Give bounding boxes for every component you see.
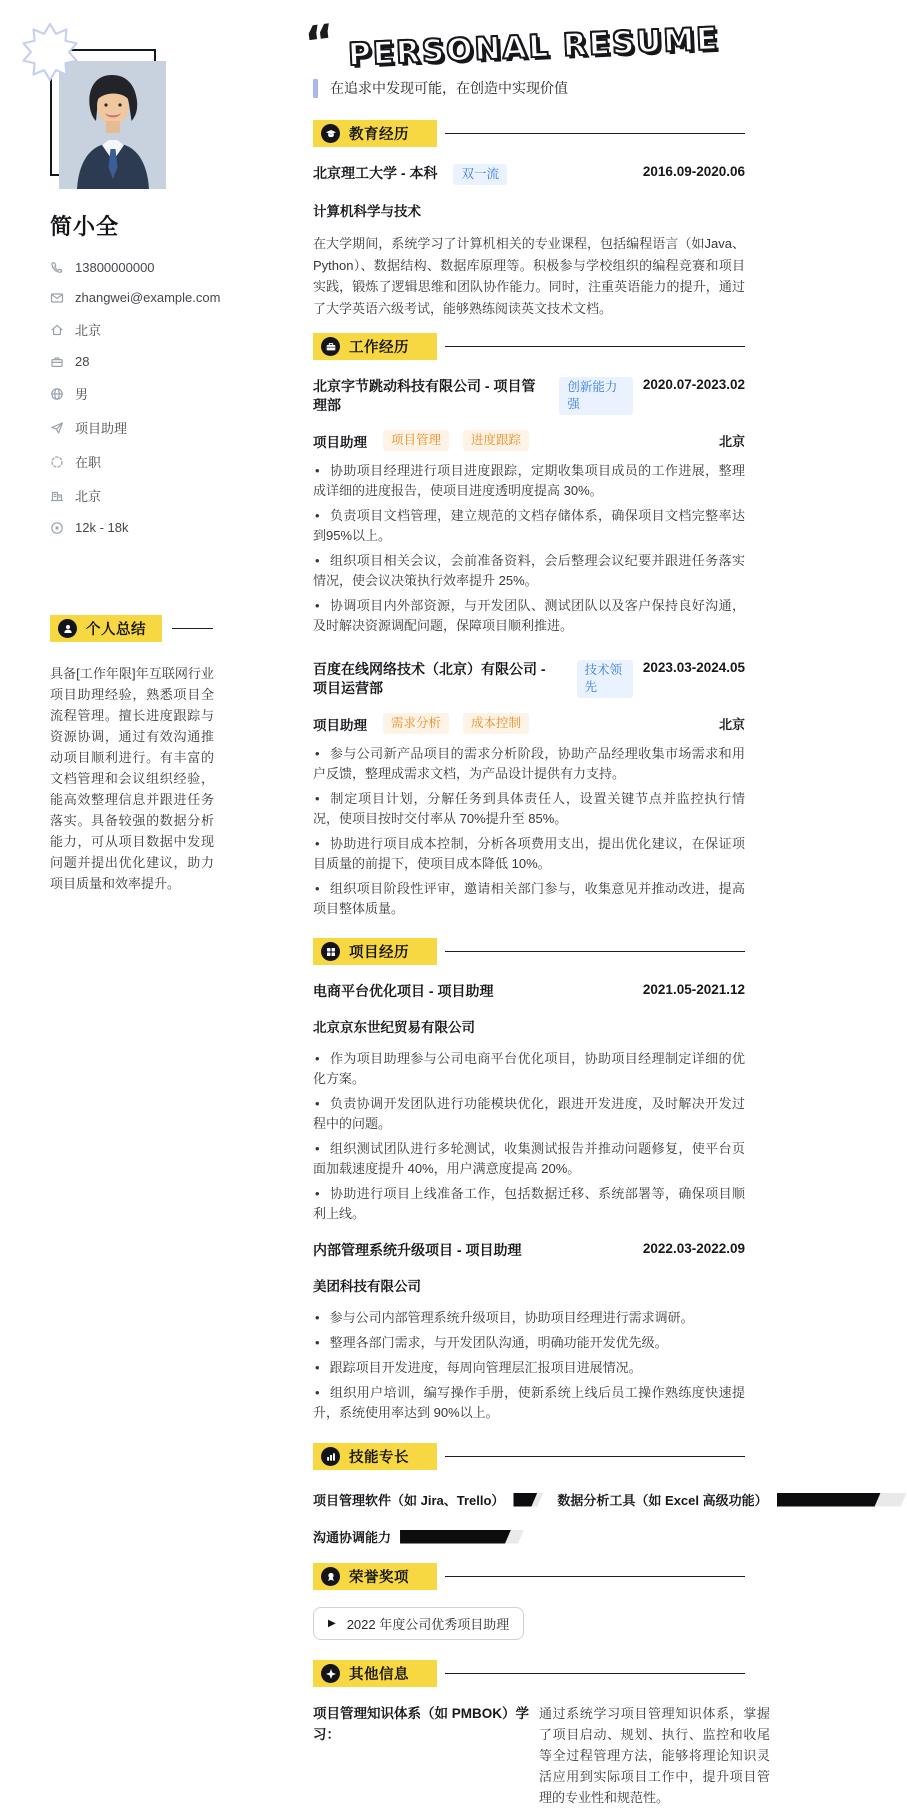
grid-icon — [321, 942, 340, 961]
company-tag: 创新能力强 — [559, 377, 633, 415]
skill-item — [557, 1490, 906, 1509]
honors-section-header — [313, 1563, 745, 1590]
graduation-cap-icon — [321, 124, 340, 143]
email-icon — [50, 291, 64, 305]
role-tag: 进度跟踪 — [463, 430, 529, 451]
skill-bar — [513, 1493, 543, 1507]
contact-value: 项目助理 — [75, 421, 128, 436]
salary-icon — [50, 521, 64, 535]
skills-row — [313, 1527, 745, 1546]
major-name: 计算机科学与技术 — [313, 204, 421, 219]
project-date: 2021.05-2021.12 — [642, 982, 745, 997]
contact-value: 12k - 18k — [75, 520, 129, 535]
main-column — [301, 13, 770, 1808]
job-intention-icon — [50, 421, 64, 435]
bullet-item: • 组织项目阶段性评审，邀请相关部门参与，收集意见并推动改进，提高项目整体质量。 — [313, 881, 745, 916]
starburst-decoration-icon — [20, 22, 80, 82]
role-tag: 项目管理 — [383, 430, 449, 451]
honor-item[interactable] — [313, 1607, 524, 1640]
gender-icon — [50, 387, 64, 401]
section-title: 其他信息 — [349, 1667, 409, 1683]
contact-value: 28 — [75, 354, 90, 369]
contact-job-intention — [50, 418, 255, 437]
job-date: 2020.07-2023.02 — [642, 377, 745, 392]
photo-block — [50, 0, 255, 190]
contact-value: 男 — [75, 387, 89, 402]
bullet-item: • 跟踪项目开发进度，每周向管理层汇报项目进展情况。 — [315, 1360, 642, 1375]
other-info-row — [313, 1703, 770, 1808]
contact-location — [50, 320, 255, 339]
role-tag: 需求分析 — [383, 713, 449, 734]
bullet-item: • 整理各部门需求，与开发团队沟通，明确功能开发优先级。 — [315, 1335, 668, 1350]
bullet-item: • 组织项目相关会议，会前准备资料，会后整理会议纪要并跟进任务落实情况，使会议决策执行效率提升 25%。 — [313, 553, 745, 588]
role-tag: 成本控制 — [463, 713, 529, 734]
company-tag: 技术领先 — [577, 660, 633, 698]
skill-name: 项目管理软件（如 Jira、Trello） — [313, 1493, 505, 1508]
projects-section — [313, 938, 745, 1423]
bullet-item: • 参与公司内部管理系统升级项目，协助项目经理进行需求调研。 — [315, 1310, 694, 1325]
skill-item — [313, 1490, 543, 1509]
home-icon — [50, 323, 64, 337]
bullet-item: • 负责项目文档管理，建立规范的文档存储体系，确保项目文档完整率达到95%以上。 — [313, 508, 745, 543]
other-section — [313, 1660, 770, 1808]
page-title — [301, 13, 745, 74]
bullet-item: • 负责协调开发团队进行功能模块优化，跟进开发进度，及时解决开发过程中的问题。 — [313, 1096, 745, 1131]
project-bullets — [313, 1308, 745, 1423]
other-info-text: 通过系统学习项目管理知识体系，掌握了项目启动、规划、执行、监控和收尾等全过程管理方法，能够将理论知识灵活应用到实际项目工作中，提升项目管理的专业性和规范性。 — [539, 1706, 770, 1805]
section-title: 荣誉奖项 — [349, 1570, 409, 1586]
tagline-bar — [313, 79, 318, 98]
bullet-item: • 组织用户培训，编写操作手册，使新系统上线后员工操作熟练度快速提升，系统使用率达到 90%以上。 — [313, 1385, 745, 1420]
section-title: 工作经历 — [349, 340, 409, 356]
tagline-text: 在追求中发现可能，在创造中实现价值 — [330, 80, 568, 96]
bullet-item: • 组织测试团队进行多轮测试，收集测试报告并推动问题修复，使平台页面加载速度提升 40%，用户满意度提高 20%。 — [313, 1141, 745, 1176]
contact-salary — [50, 520, 255, 535]
section-title: 教育经历 — [349, 127, 409, 143]
school-tag: 双一流 — [453, 164, 507, 185]
bullet-item: • 协助进行项目上线准备工作，包括数据迁移、系统部署等，确保项目顺利上线。 — [313, 1186, 745, 1221]
contact-value: 北京 — [75, 489, 102, 504]
contact-age — [50, 354, 255, 369]
tagline — [313, 78, 745, 98]
project-bullets — [313, 1049, 745, 1224]
company-name: 北京字节跳动科技有限公司 - 项目管理部 — [313, 378, 536, 413]
honors-section — [313, 1563, 745, 1640]
honor-text: 2022 年度公司优秀项目助理 — [346, 1617, 510, 1632]
job-entry — [313, 377, 745, 636]
contact-value: 13800000000 — [75, 260, 155, 275]
contact-list — [50, 260, 255, 535]
bullet-item: • 制定项目计划，分解任务到具体责任人，设置关键节点并监控执行情况，使项目按时交付率从 70%提升至 85%。 — [313, 791, 745, 826]
company-name: 百度在线网络技术（北京）有限公司 - 项目运营部 — [313, 661, 546, 696]
bar-chart-icon — [321, 1447, 340, 1466]
job-location: 北京 — [718, 717, 745, 732]
job-entry — [313, 660, 745, 919]
age-icon — [50, 355, 64, 369]
contact-phone — [50, 260, 255, 275]
skills-section — [313, 1443, 768, 1546]
projects-section-header — [313, 938, 745, 965]
skill-name: 沟通协调能力 — [313, 1530, 392, 1545]
quote-mark: “ — [301, 13, 339, 71]
job-bullets — [313, 744, 745, 919]
person-icon — [58, 619, 77, 638]
briefcase-icon — [321, 337, 340, 356]
summary-section-header — [50, 615, 213, 642]
education-section-header — [313, 120, 745, 147]
contact-city — [50, 486, 255, 505]
education-description: 在大学期间，系统学习了计算机相关的专业课程，包括编程语言（如Java、Python）、数据结构、数据库原理等。积极参与学校组织的编程竞赛和项目实践，锻炼了逻辑思维和团队协作能力。同时，注重英语能力的提升，通过了大学英语六级考试，能够熟练阅读英文技术文档。 — [313, 236, 745, 316]
summary-text: 具备[工作年限]年互联网行业项目助理经验，熟悉项目全流程管理。擅长进度跟踪与资源协调，通过有效沟通推动项目顺利进行。有丰富的文档管理和会议组织经验，能高效整理信息并跟进任务落实。具备较强的数据分析能力，可从项目数据中发现问题并提出优化建议，助力项目质量和效率提升。 — [50, 666, 214, 891]
work-section-header — [313, 333, 745, 360]
skill-item — [313, 1527, 524, 1546]
school-name: 北京理工大学 - 本科 — [313, 165, 438, 181]
skills-row — [313, 1490, 768, 1509]
job-bullets — [313, 461, 745, 636]
section-title: 项目经历 — [349, 945, 409, 961]
skill-bar — [777, 1493, 907, 1507]
project-company: 美团科技有限公司 — [313, 1279, 421, 1294]
job-date: 2023.03-2024.05 — [642, 660, 745, 675]
triangle-marker-icon: ▶ — [328, 1617, 336, 1629]
job-location: 北京 — [718, 434, 745, 449]
status-icon — [50, 455, 64, 469]
work-section — [313, 333, 745, 919]
contact-status — [50, 452, 255, 471]
medal-icon — [321, 1567, 340, 1586]
project-title: 电商平台优化项目 - 项目助理 — [313, 983, 494, 999]
person-name: 简小全 — [50, 214, 120, 239]
job-role: 项目助理 — [313, 434, 367, 450]
bullet-item: • 参与公司新产品项目的需求分析阶段，协助产品经理收集市场需求和用户反馈，整理成需求文档，为产品设计提供有力支持。 — [313, 746, 745, 781]
job-role: 项目助理 — [313, 717, 367, 733]
project-company: 北京京东世纪贸易有限公司 — [313, 1020, 475, 1035]
project-entry — [313, 982, 745, 1224]
sidebar — [50, 0, 255, 894]
project-date: 2022.03-2022.09 — [642, 1241, 745, 1256]
project-title: 内部管理系统升级项目 - 项目助理 — [313, 1242, 522, 1258]
bullet-item: • 作为项目助理参与公司电商平台优化项目，协助项目经理制定详细的优化方案。 — [313, 1051, 745, 1086]
building-icon — [50, 489, 64, 503]
skill-name: 数据分析工具（如 Excel 高级功能） — [557, 1493, 768, 1508]
project-entry — [313, 1241, 745, 1423]
skill-bar — [400, 1530, 524, 1544]
contact-value: 北京 — [75, 323, 102, 338]
bullet-item: • 协助进行项目成本控制，分析各项费用支出，提出优化建议，在保证项目质量的前提下，使项目成本降低 10%。 — [313, 836, 745, 871]
contact-email — [50, 290, 255, 305]
other-section-header — [313, 1660, 745, 1687]
contact-value: 在职 — [75, 455, 102, 470]
education-date: 2016.09-2020.06 — [642, 164, 745, 179]
other-info-label: 项目管理知识体系（如 PMBOK）学习： — [313, 1706, 529, 1742]
education-section — [313, 120, 745, 319]
contact-value: zhangwei@example.com — [75, 290, 221, 305]
bullet-item: • 协助项目经理进行项目进度跟踪，定期收集项目成员的工作进展，整理成详细的进度报告，使项目进度透明度提高 30%。 — [313, 463, 745, 498]
section-title: 个人总结 — [86, 622, 146, 638]
star-badge-icon — [321, 1664, 340, 1683]
contact-gender — [50, 384, 255, 403]
section-title: 技能专长 — [349, 1450, 409, 1466]
resume-title: PERSONAL RESUME — [347, 20, 721, 74]
bullet-item: • 协调项目内外部资源，与开发团队、测试团队以及客户保持良好沟通，及时解决资源调配问题，保障项目顺利推进。 — [313, 598, 745, 633]
phone-icon — [50, 261, 64, 275]
skills-section-header — [313, 1443, 745, 1470]
